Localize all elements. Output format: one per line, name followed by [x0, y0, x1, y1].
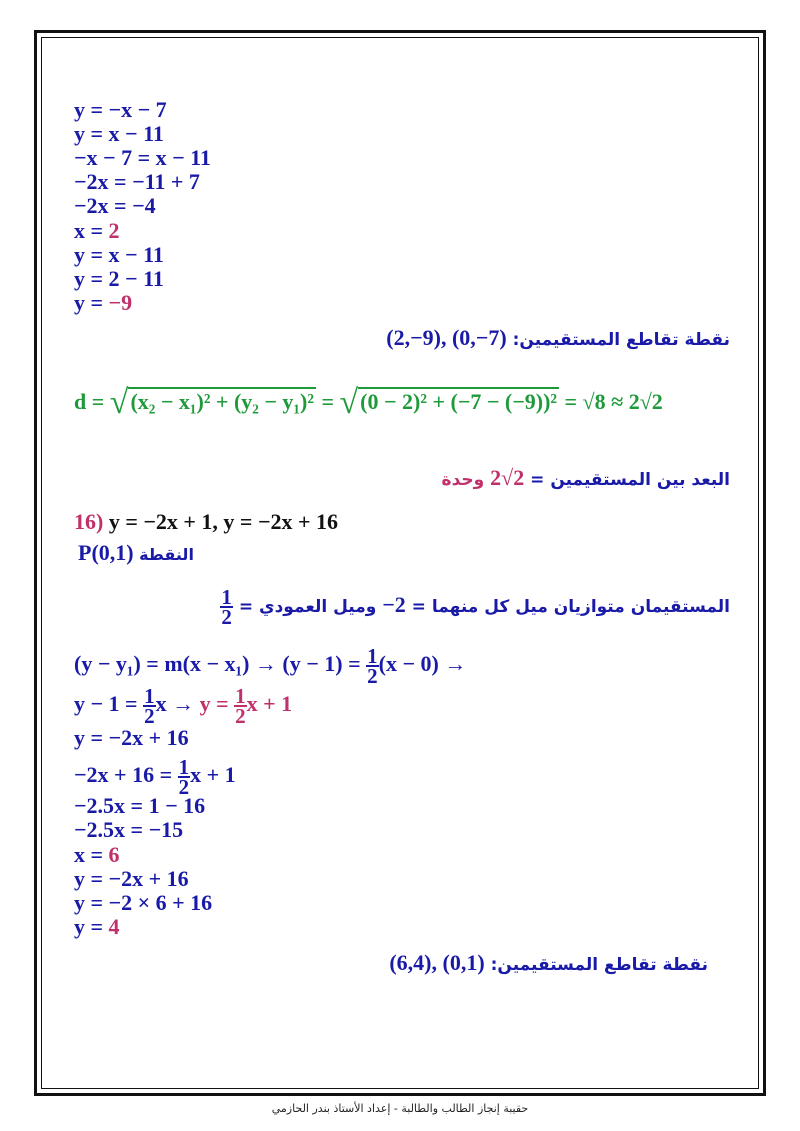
- eq-line-7: y = x − 11: [74, 242, 164, 267]
- eq2-line-9: y = −2 × 6 + 16: [74, 890, 213, 915]
- half-fraction-1: $\frac{1}{2}$: [367, 644, 378, 688]
- eq-line-6: x = 2: [74, 218, 120, 243]
- given-point: [78, 540, 194, 565]
- problem-equations: y = −2x + 1, y = −2x + 16: [108, 509, 339, 534]
- eq-line-1: y = −x − 7: [74, 97, 167, 122]
- intersection-2-point-b: (0,1): [442, 950, 485, 975]
- perpendicular-slope: $\frac{1}{2}$: [221, 585, 232, 629]
- y-value: −9: [108, 290, 133, 315]
- distance-answer: [442, 465, 730, 491]
- point-slope-line: (y − y₁) = m(x − x₁) → (y − 1) = $\frac{1}{2}$ (x − 0) →: [74, 644, 467, 688]
- eq-line-9: y = −9: [74, 290, 133, 315]
- intersection-1: نقطة تقاطع المستقيمين: (2,−9), (0,−7): [386, 325, 730, 350]
- eq-line-2: y = x − 11: [74, 121, 164, 146]
- parallel-note-text1: المستقيمان متوازيان ميل كل منهما =: [411, 597, 730, 617]
- distance-general: (x₂ − x₁)² + (y₂ − y₁)²: [130, 389, 314, 414]
- eq-line-5: −2x = −4: [74, 193, 156, 218]
- intersection-2-point-a: (6,4): [389, 950, 432, 975]
- problem-16-header: [74, 509, 339, 534]
- intersection-1-point-b: (0,−7): [451, 325, 507, 350]
- distance-formula: d = √(x₂ − x₁)² + (y₂ − y₁)² = √(0 − 2)² + (−7 − (−9))² = √8 ≈ 2√2: [74, 384, 663, 421]
- parallel-note-text2: وميل العمودي =: [238, 597, 377, 617]
- eq2-line-10: y = 4: [74, 914, 120, 939]
- half-fraction-3: $\frac{1}{2}$: [235, 684, 246, 728]
- eq-line-4: −2x = −11 + 7: [74, 169, 200, 194]
- intersection-2: نقطة تقاطع المستقيمين: (6,4), (0,1): [389, 950, 708, 975]
- distance-answer-value: 2√2: [490, 465, 525, 490]
- y2-value: 4: [108, 914, 120, 939]
- distance-result: = √8 ≈ 2√2: [564, 389, 663, 414]
- eq2-line-4: −2x + 16 = $\frac{1}{2}$ x + 1: [74, 755, 236, 799]
- eq2-line-7: x = 6: [74, 842, 120, 867]
- eq2-line-3: y = −2x + 16: [74, 725, 189, 750]
- intersection-1-label: نقطة تقاطع المستقيمين:: [512, 330, 730, 350]
- eq-line-8: y = 2 − 11: [74, 266, 164, 291]
- eq2-line-6: −2.5x = −15: [74, 817, 184, 842]
- simplified-line: y − 1 = $\frac{1}{2}$ x → y = $\frac{1}{2}$ x + 1: [74, 684, 293, 728]
- x-value: 2: [108, 218, 120, 243]
- distance-lhs: d =: [74, 389, 105, 414]
- page-footer: حقيبة إنجاز الطالب والطالبة - إعداد الأستاذ بندر الحازمي: [271, 1102, 529, 1115]
- eq2-line-8: y = −2x + 16: [74, 866, 189, 891]
- problem-number: 16): [74, 509, 104, 534]
- given-point-value: P(0,1): [78, 540, 134, 565]
- half-fraction-2: $\frac{1}{2}$: [144, 684, 155, 728]
- parallel-slope: −2: [382, 592, 406, 617]
- x2-value: 6: [108, 842, 120, 867]
- distance-answer-unit: وحدة: [441, 470, 485, 490]
- intersection-1-point-a: (2,−9): [386, 325, 441, 350]
- eq-line-3: −x − 7 = x − 11: [74, 145, 211, 170]
- distance-substituted: (0 − 2)² + (−7 − (−9))²: [360, 389, 558, 414]
- parallel-note: [220, 585, 730, 629]
- eq2-line-5: −2.5x = 1 − 16: [74, 793, 206, 818]
- intersection-2-label: نقطة تقاطع المستقيمين:: [490, 955, 708, 975]
- distance-answer-label: البعد بين المستقيمين =: [530, 470, 730, 490]
- half-fraction-4: $\frac{1}{2}$: [178, 755, 190, 799]
- given-point-label: النقطة: [139, 545, 194, 564]
